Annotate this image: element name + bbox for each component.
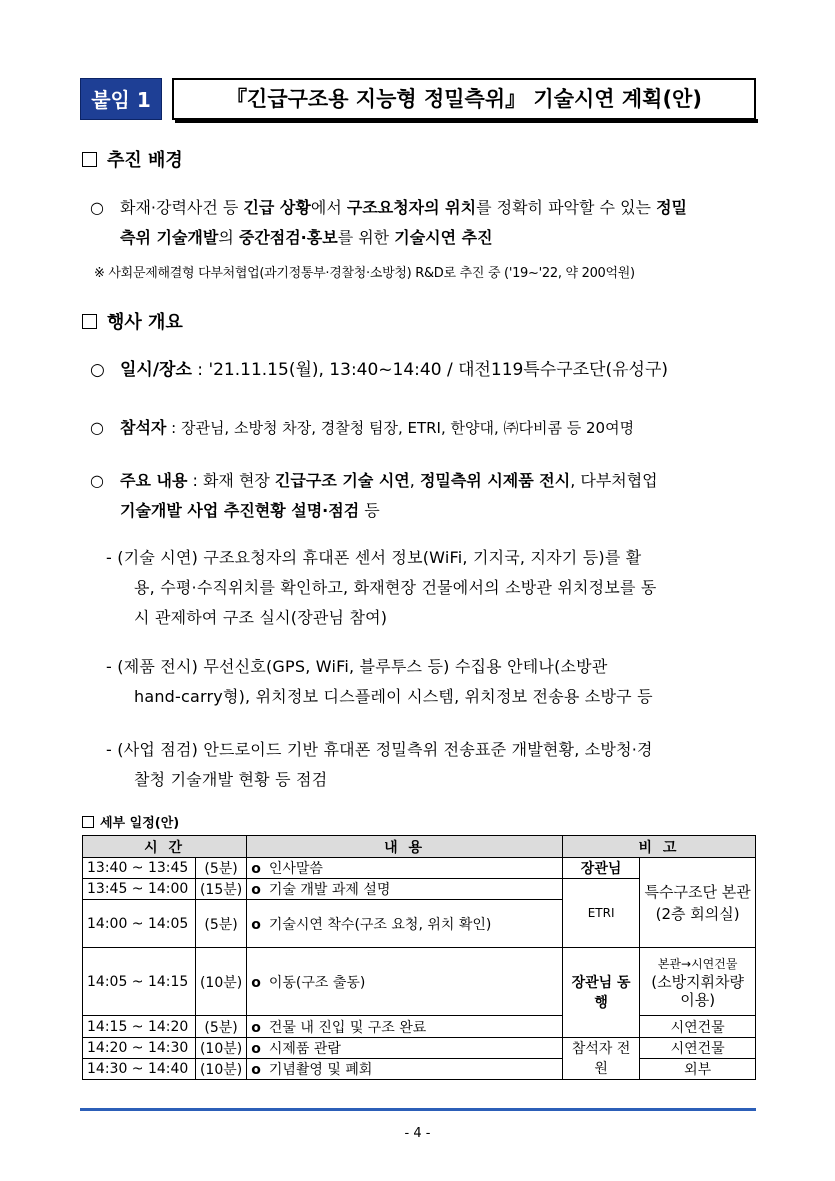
page-number: - 4 - <box>404 1126 431 1141</box>
circle-bullet-icon: ○ <box>90 418 104 437</box>
table-row: 14:20 ~ 14:30 (10분) o 시제품 관람 참석자 전원 시연건물 <box>83 1038 756 1059</box>
header-time: 시 간 <box>83 836 247 858</box>
title-row <box>80 78 756 122</box>
datetime-line: ○ 일시/장소 : '21.11.15(월), 13:40~14:40 / 대전119특수구조단(유성구) <box>90 355 668 385</box>
table-row: 13:40 ~ 13:45 (5분) o 인사말씀 장관님 특수구조단 본관 (2층 회의실) <box>83 858 756 879</box>
checkbox-square-icon <box>82 152 97 167</box>
footer-divider <box>80 1108 756 1111</box>
tech-demo-item: - (기술 시연) 구조요청자의 휴대폰 센서 정보(WiFi, 기지국, 지자기 등)를 활 용, 수평·수직위치를 확인하고, 화재현장 건물에서의 소방관 위치정보를 동 시 관제하여 구조 실시(장관님 참여) <box>106 548 657 627</box>
table-header-row <box>83 836 756 858</box>
background-paragraph: ○ 화재·강력사건 등 긴급 상황에서 구조요청자의 위치를 정확히 파악할 수 있는 정밀 측위 기술개발의 중간점검·홍보를 위한 기술시연 추진 <box>90 193 760 253</box>
main-content-paragraph: ○ 주요 내용 : 화재 현장 긴급구조 기술 시연, 정밀측위 시제품 전시, 다부처협업 기술개발 사업 추진현황 설명·점검 등 <box>90 466 760 526</box>
circle-bullet-icon: ○ <box>90 471 104 490</box>
header-remarks: 비 고 <box>562 836 755 858</box>
attachment-badge: 붙임 1 <box>80 78 162 120</box>
table-row: 14:15 ~ 14:20 (5분) o 건물 내 진입 및 구조 완료 시연건물 <box>83 1016 756 1038</box>
product-exhibit-item: - (제품 전시) 무선신호(GPS, WiFi, 블루투스 등) 수집용 안테나(소방관 hand-carry형), 위치정보 디스플레이 시스템, 위치정보 전송용 소방구 등 <box>106 657 653 706</box>
attendees-line: ○ 참석자 : 장관님, 소방청 차장, 경찰청 팀장, ETRI, 한양대, ㈜다비콤 등 20여명 <box>90 413 634 443</box>
circle-bullet-icon: ○ <box>90 198 104 217</box>
project-review-item: - (사업 점검) 안드로이드 기반 휴대폰 정밀측위 전송표준 개발현황, 소방청·경 찰청 기술개발 현황 등 점검 <box>106 740 653 789</box>
section-overview-heading: 행사 개요 <box>82 308 183 334</box>
table-row: 14:30 ~ 14:40 (10분) o 기념촬영 및 폐회 외부 <box>83 1059 756 1080</box>
checkbox-square-icon <box>82 314 97 329</box>
document-title: 『긴급구조용 지능형 정밀측위』 기술시연 계획(안) <box>172 78 756 120</box>
funding-note: ※ 사회문제해결형 다부처협업(과기정통부·경찰청·소방청) R&D로 추진 중 ('19~'22, 약 200억원) <box>94 266 635 281</box>
table-row: 14:05 ~ 14:15 (10분) o 이동(구조 출동) 장관님 동행 본관→시연건물 (소방지휘차량 이용) <box>83 948 756 1016</box>
circle-bullet-icon: ○ <box>90 360 105 380</box>
table-row: 14:00 ~ 14:05 (5분) o 기술시연 착수(구조 요청, 위치 확인) <box>83 900 756 948</box>
header-content: 내 용 <box>247 836 563 858</box>
schedule-heading: 세부 일정(안) <box>82 812 179 831</box>
schedule-table <box>82 835 756 1080</box>
checkbox-square-icon <box>82 816 94 828</box>
section-background-heading: 추진 배경 <box>82 146 183 172</box>
table-row: 13:45 ~ 14:00 (15분) o 기술 개발 과제 설명 ETRI <box>83 879 756 900</box>
